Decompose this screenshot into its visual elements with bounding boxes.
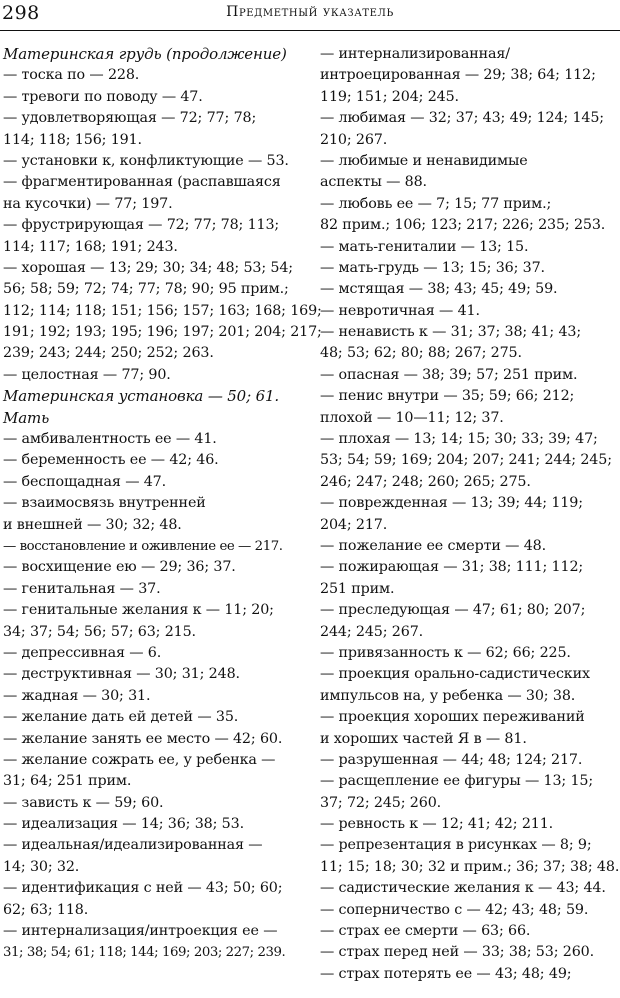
- index-entry-line: — репрезентация в рисунках — 8; 9;: [320, 837, 592, 854]
- index-entry-line: 114; 117; 168; 191; 243.: [3, 238, 178, 255]
- index-entry-line: — желание сожрать ее, у ребенка —: [3, 751, 276, 768]
- index-entry-line: — любовь ее — 7; 15; 77 прим.;: [320, 195, 552, 212]
- index-entry-line: — любимые и ненавидимые: [320, 152, 528, 169]
- index-entry-line: — пенис внутри — 35; 59; 66; 212;: [320, 388, 575, 405]
- index-entry-line: — преследующая — 47; 61; 80; 207;: [320, 602, 586, 619]
- index-column-left: [3, 44, 322, 964]
- index-entry-line: — беспощадная — 47.: [3, 473, 167, 490]
- index-entry-line: — опасная — 38; 39; 57; 251 прим.: [320, 366, 578, 383]
- page-number: 298: [2, 2, 40, 24]
- index-entry-line: — фрагментированная (распавшаяся: [3, 174, 281, 191]
- index-entry-line: 239; 243; 244; 250; 252; 263.: [3, 345, 214, 362]
- index-entry-line: — соперничество с — 42; 43; 48; 59.: [320, 901, 589, 918]
- index-entry-line: — целостная — 77; 90.: [3, 366, 171, 383]
- index-column-right: [320, 44, 620, 985]
- index-entry-line: 62; 63; 118.: [3, 901, 89, 918]
- index-entry-line: — зависть к — 59; 60.: [3, 794, 164, 811]
- index-entry-line: на кусочки) — 77; 197.: [3, 195, 173, 212]
- index-entry-line: 31; 38; 54; 61; 118; 144; 169; 203; 227; 239.: [3, 945, 286, 961]
- index-entry-line: — ненависть к — 31; 37; 38; 41; 43;: [320, 324, 582, 341]
- index-entry-line: — восхищение ею — 29; 36; 37.: [3, 559, 236, 576]
- index-entry-line: — тоска по — 228.: [3, 67, 140, 84]
- index-entry-line: — поврежденная — 13; 39; 44; 119;: [320, 495, 583, 512]
- index-entry-line: — страх ее смерти — 63; 66.: [320, 923, 531, 940]
- index-entry-line: 204; 217.: [320, 516, 388, 533]
- index-entry-line: 114; 118; 156; 191.: [3, 131, 142, 148]
- index-entry-line: — пожелание ее смерти — 48.: [320, 537, 546, 554]
- index-entry-line: — идентификация с ней — 43; 50; 60;: [3, 880, 283, 897]
- index-entry-line: — желание дать ей детей — 35.: [3, 709, 239, 726]
- index-entry-line: — желание занять ее место — 42; 60.: [3, 730, 283, 747]
- header-rule: [0, 30, 620, 31]
- index-entry-line: плохой — 10—11; 12; 37.: [320, 409, 504, 426]
- index-entry-line: — тревоги по поводу — 47.: [3, 88, 203, 105]
- index-entry-line: 14; 30; 32.: [3, 858, 80, 875]
- index-entry-line: 119; 151; 204; 245.: [320, 88, 459, 105]
- index-entry-line: — привязанность к — 62; 66; 225.: [320, 644, 571, 661]
- index-entry-line: 56; 58; 59; 72; 74; 77; 78; 90; 95 прим.;: [3, 281, 289, 298]
- index-entry-line: — расщепление ее фигуры — 13; 15;: [320, 773, 594, 790]
- index-entry-line: — мать-грудь — 13; 15; 36; 37.: [320, 259, 545, 276]
- index-entry-line: — невротичная — 41.: [320, 302, 480, 319]
- index-entry-line: — садистические желания к — 43; 44.: [320, 880, 606, 897]
- index-entry-line: — амбивалентность ее — 41.: [3, 431, 217, 448]
- index-entry-line: — страх потерять ее — 43; 48; 49;: [320, 965, 572, 982]
- index-entry-line: Мать: [3, 408, 50, 427]
- index-entry-line: и внешней — 30; 32; 48.: [3, 516, 182, 533]
- index-entry-line: 82 прим.; 106; 123; 217; 226; 235; 253.: [320, 217, 606, 234]
- index-entry-line: 53; 54; 59; 169; 204; 207; 241; 244; 245;: [320, 452, 612, 469]
- index-entry-line: — деструктивная — 30; 31; 248.: [3, 666, 240, 683]
- index-entry-line: — удовлетворяющая — 72; 77; 78;: [3, 110, 257, 127]
- index-entry-line: — хорошая — 13; 29; 30; 34; 48; 53; 54;: [3, 259, 293, 276]
- index-entry-line: — мать-гениталии — 13; 15.: [320, 238, 529, 255]
- index-entry-line: 210; 267.: [320, 131, 388, 148]
- index-entry-line: — жадная — 30; 31.: [3, 687, 151, 704]
- index-entry-line: и хороших частей Я в — 81.: [320, 730, 527, 747]
- index-entry-line: — интернализированная/: [320, 46, 510, 62]
- index-entry-line: — восстановление и оживление ее — 217.: [3, 538, 283, 554]
- index-entry-line: интроецированная — 29; 38; 64; 112;: [320, 67, 596, 84]
- index-entry-line: — плохая — 13; 14; 15; 30; 33; 39; 47;: [320, 431, 598, 448]
- index-entry-line: Материнская грудь (продолжение): [3, 45, 287, 63]
- index-entry-line: 191; 192; 193; 195; 196; 197; 201; 204; 217;: [3, 324, 322, 341]
- index-entry-line: — установки к, конфликтующие — 53.: [3, 152, 289, 169]
- index-entry-line: — фрустрирующая — 72; 77; 78; 113;: [3, 217, 280, 234]
- index-entry-line: импульсов на, у ребенка — 30; 38.: [320, 687, 576, 704]
- index-entry-line: — генитальная — 37.: [3, 580, 161, 597]
- index-entry-line: — идеализация — 14; 36; 38; 53.: [3, 816, 244, 833]
- index-entry-line: 244; 245; 267.: [320, 623, 424, 640]
- index-entry-line: аспекты — 88.: [320, 174, 427, 191]
- index-entry-line: 112; 114; 118; 151; 156; 157; 163; 168; 169;: [3, 302, 322, 319]
- index-entry-line: 251 прим.: [320, 580, 395, 597]
- index-entry-line: — мстящая — 38; 43; 45; 49; 59.: [320, 281, 558, 298]
- index-entry-line: — проекция хороших переживаний: [320, 709, 585, 726]
- index-entry-line: Материнская установка — 50; 61.: [3, 387, 280, 406]
- index-entry-line: — беременность ее — 42; 46.: [3, 452, 219, 469]
- index-entry-line: 34; 37; 54; 56; 57; 63; 215.: [3, 623, 196, 640]
- index-entry-line: — депрессивная — 6.: [3, 644, 162, 661]
- index-entry-line: — ревность к — 12; 41; 42; 211.: [320, 816, 554, 833]
- index-entry-line: — интернализация/интроекция ее —: [3, 923, 278, 940]
- index-entry-line: — взаимосвязь внутренней: [3, 495, 206, 512]
- index-entry-line: 48; 53; 62; 80; 88; 267; 275.: [320, 345, 522, 362]
- index-entry-line: — пожирающая — 31; 38; 111; 112;: [320, 559, 584, 576]
- index-entry-line: — генитальные желания к — 11; 20;: [3, 602, 274, 619]
- index-entry-line: 37; 72; 245; 260.: [320, 794, 442, 811]
- running-title: Предметный указатель: [226, 4, 394, 20]
- index-entry-line: — идеальная/идеализированная —: [3, 837, 263, 854]
- page-header: [0, 0, 620, 32]
- index-entry-line: — разрушенная — 44; 48; 124; 217.: [320, 751, 583, 768]
- index-entry-line: 246; 247; 248; 260; 265; 275.: [320, 473, 531, 490]
- index-entry-line: 31; 64; 251 прим.: [3, 773, 132, 790]
- index-entry-line: — любимая — 32; 37; 43; 49; 124; 145;: [320, 110, 604, 127]
- index-entry-line: — страх перед ней — 33; 38; 53; 260.: [320, 944, 594, 961]
- index-entry-line: — проекция орально-садистических: [320, 666, 590, 683]
- index-entry-line: 11; 15; 18; 30; 32 и прим.; 36; 37; 38; 48.: [320, 858, 620, 875]
